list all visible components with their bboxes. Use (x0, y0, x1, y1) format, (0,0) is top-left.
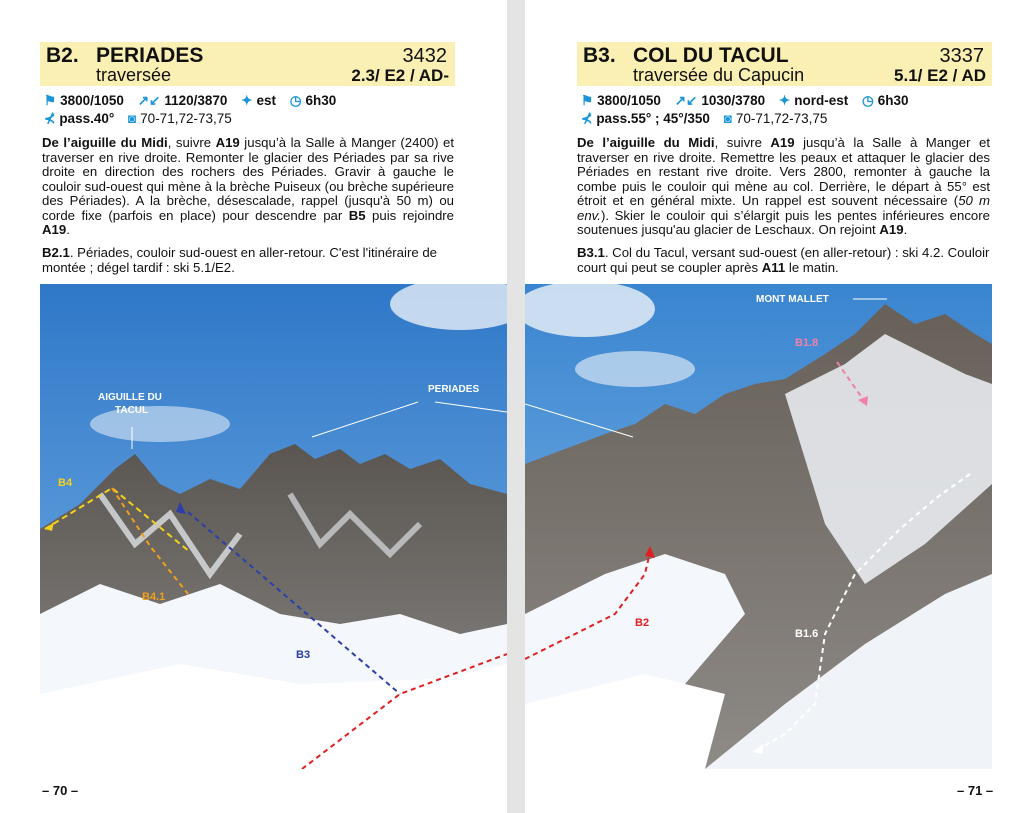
aspect-value: est (256, 93, 276, 108)
elevation-value: 3800/1050 (60, 93, 124, 108)
text-run: jusqu’à la Salle à Manger et traverser en rive droite. Remettre les peaux et attaquer le glacier des Périades en restant rive droite. Vers 2800, remonter à gauche la combe puis le couloir qui mène au col. Derrière, le départ à 55° est étroit et en général mixte. Un rappel est souvent nécessaire ( (577, 135, 990, 208)
text-run: 50 m env. (577, 193, 990, 223)
book-gutter (507, 0, 525, 813)
camera-icon: ◙ (128, 111, 137, 126)
page-number: – 70 – (42, 783, 79, 798)
text-run: De l’aiguille du Midi (42, 135, 168, 150)
label-periades: PERIADES (428, 384, 480, 395)
pass-value: pass.40° (59, 111, 115, 126)
text-run: . Col du Tacul, versant sud-ouest (en aller-retour) : ski 4.2. Couloir court qui peut se coupler après (577, 245, 990, 275)
label-b18: B1.8 (795, 337, 819, 349)
text-run: . Périades, couloir sud-ouest en aller-retour. C'est l'itinéraire de montée ; dégel tardif : ski 5.1/E2. (42, 245, 437, 275)
text-run: B3.1 (577, 245, 605, 260)
route-subtitle: traversée (96, 65, 172, 85)
text-run: A19 (42, 222, 67, 237)
pass-value: pass.55° ; 45°/350 (596, 111, 710, 126)
label-b16: B1.6 (795, 628, 819, 640)
text-run: A19 (215, 135, 240, 150)
slope-angle-icon: ⊀ (44, 111, 56, 126)
updown-value: 1120/3870 (164, 93, 228, 108)
text-run: , suivre (714, 135, 771, 150)
route-code: B3. (583, 44, 616, 67)
compass-star-icon: ✦ (241, 93, 253, 108)
text-run: A19 (770, 135, 795, 150)
left-page (0, 0, 507, 813)
page-number: – 71 – (957, 783, 994, 798)
text-run: puis rejoindre (365, 207, 455, 223)
route-facts (581, 92, 909, 128)
label-mont-mallet: MONT MALLET (756, 294, 829, 305)
flag-icon: ⚑ (44, 93, 57, 108)
photo-topo (525, 284, 992, 769)
photo-pages: 70-71,72-73,75 (140, 111, 232, 126)
text-run: ). Skier le couloir qui s’élargit puis les pentes inférieures encore soutenues jusqu'au glacier de Leschaux. On rejoint (577, 207, 990, 237)
right-page (525, 0, 1032, 813)
variant-description (577, 246, 990, 275)
label-b4: B4 (58, 477, 73, 489)
text-run: B5 (348, 207, 366, 223)
flag-icon: ⚑ (581, 93, 594, 108)
text-run: . (903, 222, 908, 237)
text-run: jusqu’à la Salle à Manger (2400) et traverser en rive droite. Remonter le glacier des Périades par sa rive droite en direction des rochers des Périades. Gravir à gauche le couloir sud-ouest qui mène à la brèche Puiseux (ou brèche supérieure des Périades). A la brèche, désescalade, rappel (jusqu'à 50 m) ou corde fixe (parfois en place) pour descendre par (42, 135, 454, 223)
slope-angle-icon: ⊀ (581, 111, 593, 126)
route-header (40, 42, 455, 86)
route-code: B2. (46, 44, 79, 67)
summit-altitude: 3337 (939, 45, 984, 67)
photo-pages: 70-71,72-73,75 (735, 111, 828, 126)
route-photo (40, 284, 507, 769)
compass-star-icon: ✦ (778, 93, 791, 108)
route-facts (44, 92, 336, 128)
clock-icon: ◷ (862, 93, 874, 108)
summit-altitude: 3432 (402, 45, 447, 67)
route-description (42, 136, 454, 238)
text-run: A11 (761, 259, 786, 275)
text-run: . (66, 222, 70, 237)
text-run: B2.1 (42, 245, 70, 260)
route-photo (525, 284, 992, 769)
route-grade: 5.1/ E2 / AD (894, 66, 986, 85)
ascent-descent-arrows-icon: ↗↙ (674, 93, 698, 108)
ascent-descent-arrows-icon: ↗↙ (137, 93, 161, 108)
label-tacul: TACUL (115, 405, 149, 416)
route-grade: 2.3/ E2 / AD- (351, 66, 449, 85)
variant-description (42, 246, 454, 275)
label-b41: B4.1 (142, 591, 166, 603)
route-description (577, 136, 990, 238)
text-run: , suivre (167, 135, 216, 150)
elevation-value: 3800/1050 (597, 93, 661, 108)
label-b3: B3 (296, 649, 311, 661)
text-run: A19 (879, 222, 904, 237)
time-value: 6h30 (877, 93, 909, 108)
label-b2: B2 (635, 617, 650, 629)
route-name: COL DU TACUL (633, 44, 789, 67)
text-run: le matin. (785, 259, 839, 275)
camera-icon: ◙ (723, 111, 732, 126)
route-header (577, 42, 992, 86)
route-subtitle: traversée du Capucin (633, 65, 805, 85)
label-aiguille: AIGUILLE DU (98, 392, 162, 403)
route-name: PERIADES (96, 44, 204, 67)
updown-value: 1030/3780 (701, 93, 766, 108)
time-value: 6h30 (305, 93, 337, 108)
photo-topo (40, 284, 507, 769)
clock-icon: ◷ (289, 93, 302, 108)
text-run: De l’aiguille du Midi (577, 135, 715, 150)
aspect-value: nord-est (794, 93, 849, 108)
